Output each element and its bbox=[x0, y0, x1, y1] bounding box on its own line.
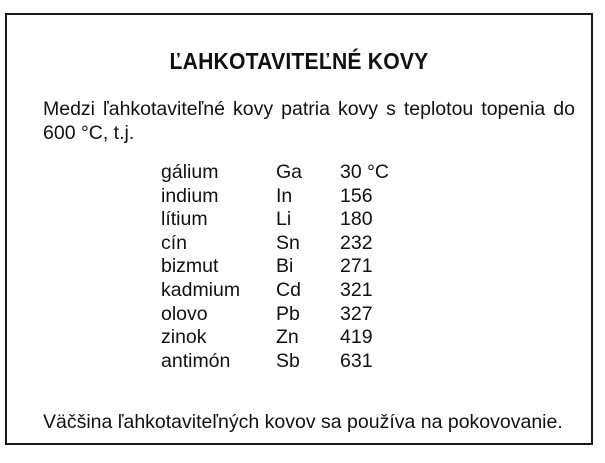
table-row bbox=[161, 255, 420, 279]
metal-symbol: Sn bbox=[276, 231, 300, 254]
melting-point: 156 bbox=[340, 184, 373, 207]
metal-name: bizmut bbox=[161, 255, 219, 278]
table-row bbox=[161, 161, 420, 185]
metals-table bbox=[161, 161, 420, 373]
melting-point: 419 bbox=[340, 326, 373, 349]
melting-point: 631 bbox=[340, 349, 373, 372]
melting-point: 30 °C bbox=[340, 161, 389, 183]
metal-name: lítium bbox=[161, 208, 208, 231]
metal-symbol: Bi bbox=[276, 255, 294, 278]
metal-name: gálium bbox=[161, 161, 219, 183]
melting-point: 232 bbox=[340, 231, 373, 254]
metal-name: antimón bbox=[161, 349, 231, 372]
table-row bbox=[161, 208, 420, 232]
table-row bbox=[161, 303, 420, 327]
metal-name: zinok bbox=[161, 326, 207, 349]
metal-name: kadmium bbox=[161, 278, 241, 301]
metal-symbol: Li bbox=[276, 208, 292, 231]
metal-symbol: In bbox=[276, 184, 293, 207]
intro-line-2: 600 °C, t.j. bbox=[43, 122, 135, 144]
closing-sentence: Väčšina ľahkotaviteľných kovov sa používa na pokovovanie. bbox=[43, 411, 563, 433]
metal-symbol: Pb bbox=[276, 302, 300, 325]
metal-symbol: Zn bbox=[276, 326, 299, 349]
table-row bbox=[161, 185, 420, 209]
table-row bbox=[161, 350, 420, 374]
metal-name: olovo bbox=[161, 302, 208, 325]
melting-point: 321 bbox=[340, 278, 373, 301]
melting-point: 180 bbox=[340, 208, 373, 231]
document-frame bbox=[5, 13, 593, 445]
melting-point: 327 bbox=[340, 302, 373, 325]
document-title: ĽAHKOTAVITEĽNÉ KOVY bbox=[169, 48, 429, 74]
metal-name: indium bbox=[161, 184, 219, 207]
intro-paragraph bbox=[43, 97, 575, 145]
table-row bbox=[161, 326, 420, 350]
table-row bbox=[161, 279, 420, 303]
metal-symbol: Sb bbox=[276, 349, 300, 372]
metal-symbol: Ga bbox=[276, 161, 303, 183]
metal-symbol: Cd bbox=[276, 278, 301, 301]
metal-name: cín bbox=[161, 231, 188, 254]
intro-line-1: Medzi ľahkotaviteľné kovy patria kovy s teplotou topenia do bbox=[43, 98, 575, 120]
melting-point: 271 bbox=[340, 255, 373, 278]
table-row bbox=[161, 232, 420, 256]
